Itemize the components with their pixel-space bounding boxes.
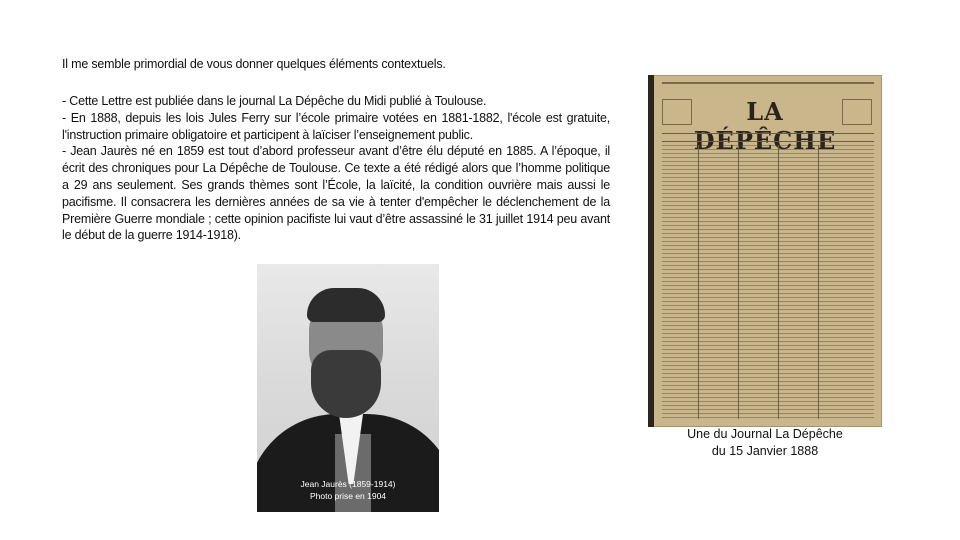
newspaper-front-page-image bbox=[648, 75, 882, 427]
newspaper-masthead: LA bbox=[746, 97, 784, 126]
portrait-caption: Jean Jaurès (1859-1914) Photo prise en 1904 bbox=[300, 479, 396, 501]
paragraph-jaures: - Jean Jaurès né en 1859 est tout d’abord professeur avant d’être élu député en 1885. A l’époque, il écrit des chroniques pour La Dépêche de Toulouse. Ce texte a été rédigé alors que l’homme politique a 29 ans seulement. Ses grands thèmes sont l’École, la laïcité, la condition ouvrière mais aussi le pacifisme. Il consacrera les dernières années de sa vie à tenter d'empêcher le déclenchement de la Première Guerre mondiale ; cette opinion pacifiste lui vaut d’être assassiné le 31 juillet 1914 peu avant le début de la guerre 1914-1918). bbox=[62, 144, 610, 243]
paragraph-ferry-laws: - En 1888, depuis les lois Jules Ferry sur l’école primaire votées en 1881-1882, l'école est gratuite, l'instruction primaire obligatoire et participent à laïciser l’enseignement public. bbox=[62, 110, 610, 142]
jaures-portrait-photo bbox=[257, 264, 439, 512]
intro-text: Il me semble primordial de vous donner quelques éléments contextuels. bbox=[62, 57, 446, 71]
context-text bbox=[62, 93, 610, 244]
newspaper-caption: Une du Journal La Dépêche du 15 Janvier 1888 bbox=[687, 427, 843, 458]
paragraph-publication: - Cette Lettre est publiée dans le journal La Dépêche du Midi publié à Toulouse. bbox=[62, 94, 487, 108]
